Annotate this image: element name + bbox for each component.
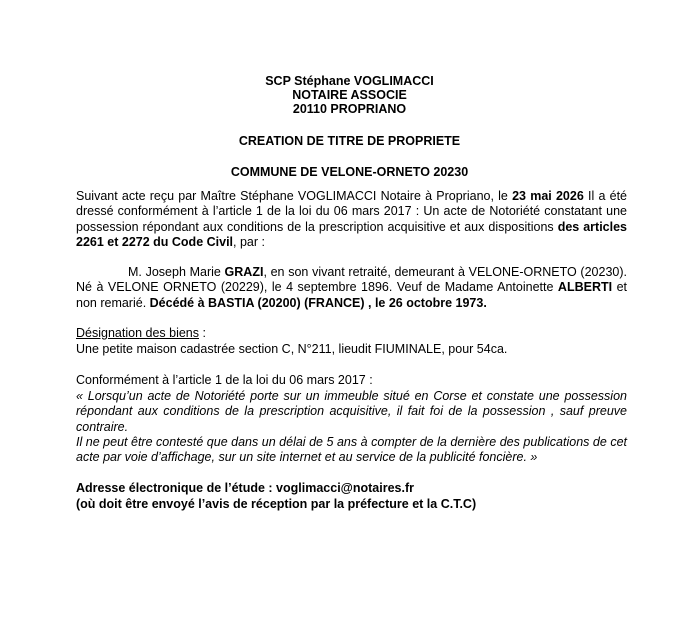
deed-text-2: Il a été dressé conformément à l’article 1 de la loi du 06 mars 2017 : Un acte de Notoriété constatant une possession répondant aux conditions de la prescription acquisitive et aux dispositions xyxy=(76,189,627,234)
law-quote-1-text: « Lorsqu’un acte de Notoriété porte sur un immeuble situé en Corse et constate une possession répondant aux conditions de la prescription acquisitive, il fait foi de la possession , sauf preuve contraire. xyxy=(76,389,627,434)
commune-title: COMMUNE DE VELONE-ORNETO 20230 xyxy=(230,165,469,179)
designation-heading-row xyxy=(76,326,206,341)
deed-articles: des articles 2261 et 2272 du Code Civil xyxy=(76,219,627,250)
person-text-1: M. Joseph Marie xyxy=(128,265,225,279)
person-name: GRAZI xyxy=(224,265,264,279)
notary-role: NOTAIRE ASSOCIE xyxy=(292,88,407,102)
death-details: Décédé à BASTIA (20200) (FRANCE) , le 26 octobre 1973. xyxy=(149,295,487,310)
deed-paragraph xyxy=(76,189,627,251)
study-email: Adresse électronique de l’étude : voglimacci@notaires.fr xyxy=(76,481,414,495)
deed-date: 23 mai 2026 xyxy=(512,189,584,203)
law-quote-2 xyxy=(76,435,627,466)
deed-text-3: , par : xyxy=(233,235,265,250)
designation-heading: Désignation des biens xyxy=(76,326,199,340)
notary-office-name: SCP Stéphane VOGLIMACCI xyxy=(265,74,434,88)
deed-text-1: Suivant acte reçu par Maître Stéphane VOGLIMACCI Notaire à Propriano, le xyxy=(76,189,513,203)
law-quote-1 xyxy=(76,389,627,435)
person-paragraph xyxy=(76,265,627,311)
designation-colon: : xyxy=(199,326,206,340)
notary-city: 20110 PROPRIANO xyxy=(292,102,407,116)
prefecture-note: (où doit être envoyé l’avis de réception par la préfecture et la C.T.C) xyxy=(76,497,477,511)
designation-text: Une petite maison cadastrée section C, N°211, lieudit FIUMINALE, pour 54ca. xyxy=(76,342,508,356)
spouse-name: ALBERTI xyxy=(557,280,613,295)
law-quote-2-text: Il ne peut être contesté que dans un délai de 5 ans à compter de la dernière des publications de cet acte par voie d’affichage, sur un site internet et au service de la publicité foncière. » xyxy=(76,435,627,465)
person-text-3: et non remarié. xyxy=(76,280,628,310)
law-intro: Conformément à l’article 1 de la loi du 06 mars 2017 : xyxy=(76,373,373,387)
person-text-2: , en son vivant retraité, demeurant à VELONE-ORNETO (20230). Né à VELONE ORNETO (20229), le 4 septembre 1896. Veuf de Madame Antoinette xyxy=(76,265,627,295)
document-title: CREATION DE TITRE DE PROPRIETE xyxy=(238,134,461,148)
notary-header xyxy=(0,74,699,116)
